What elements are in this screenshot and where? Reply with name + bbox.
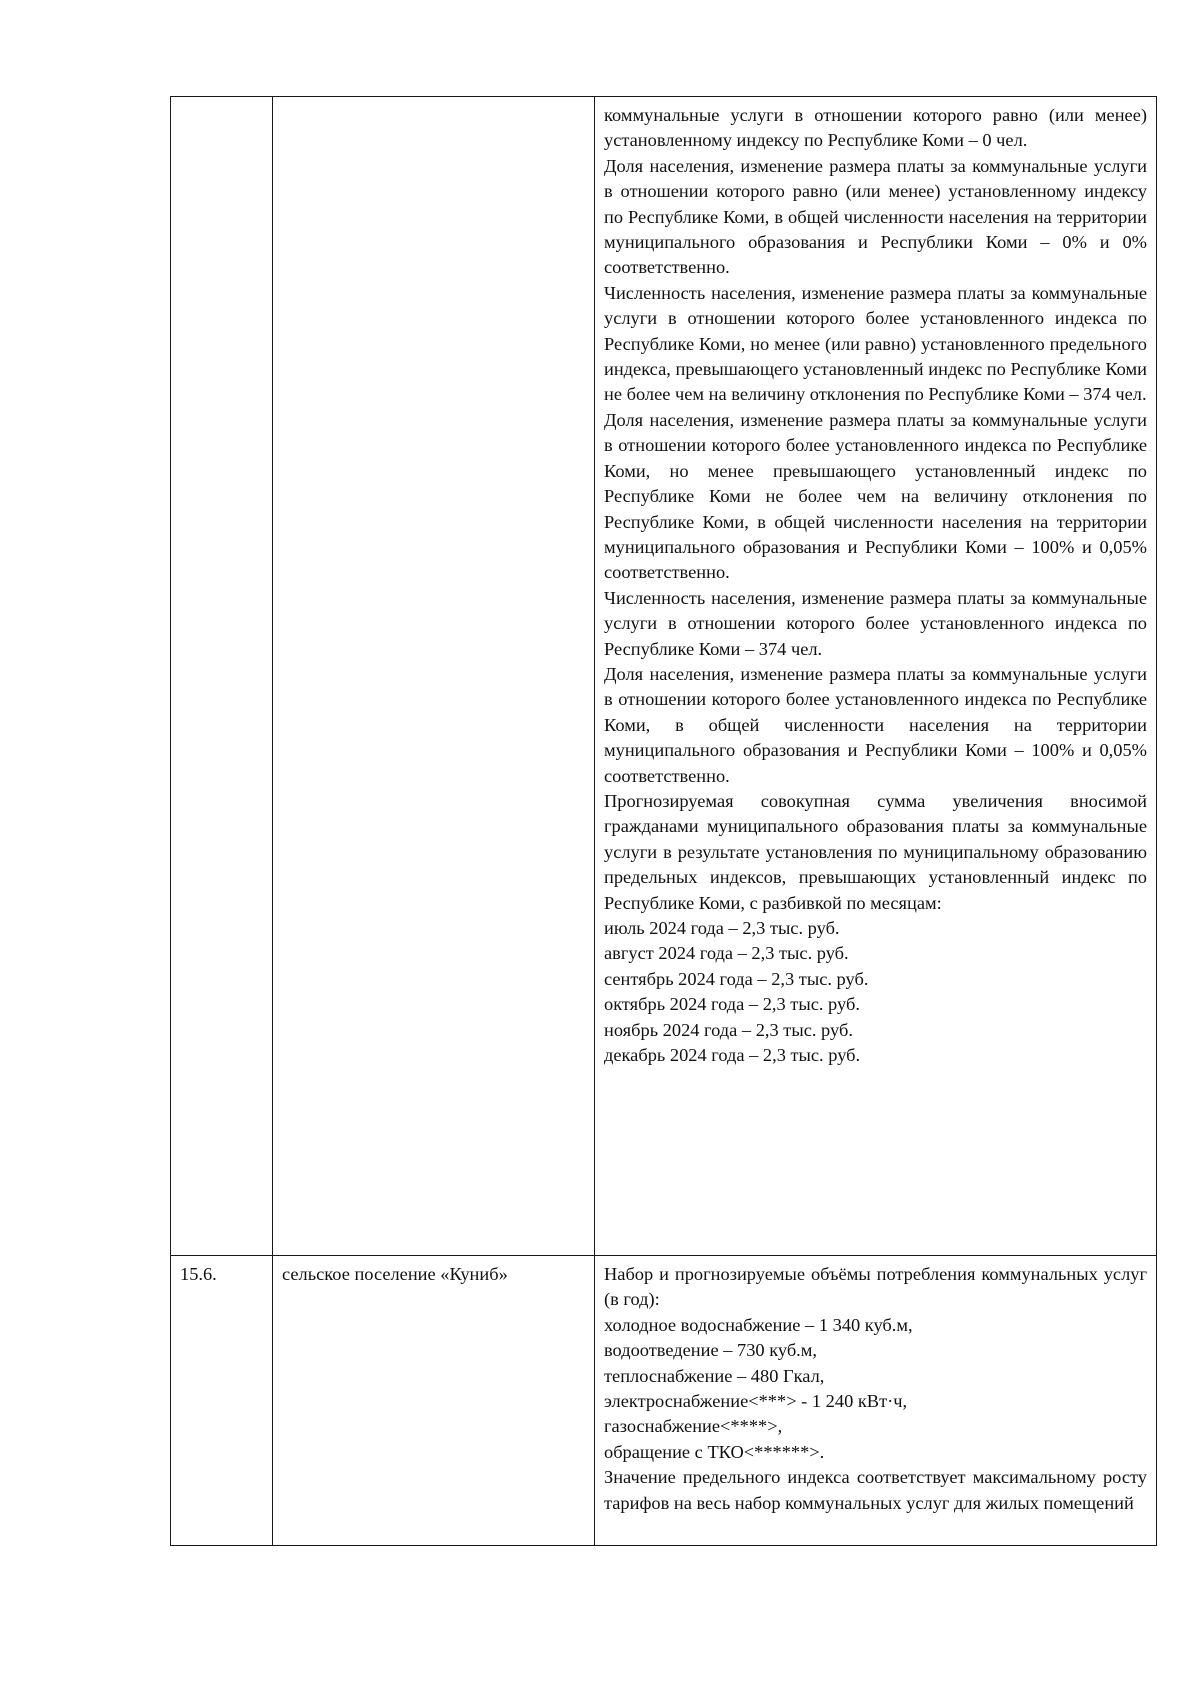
service-line: холодное водоснабжение – 1 340 куб.м,	[604, 1314, 913, 1335]
paragraph: Численность населения, изменение размера платы за коммунальные услуги в отношении которого более установленного индекса по Республике Коми, но менее (или равно) установленного предельного индекса, превышающего установленный индекс по Республике Коми не более чем на величину отклонения по Республике Коми – 374 чел.	[604, 282, 1147, 405]
paragraph: Прогнозируемая совокупная сумма увеличения вносимой гражданами муниципального образования платы за коммунальные услуги в результате установления по муниципальному образованию предельных индексов, превышающих установленный индекс по Республике Коми, с разбивкой по месяцам:	[604, 790, 1147, 913]
document-table	[170, 96, 1157, 1546]
paragraph: Значение предельного индекса соответствует максимальному росту тарифов на весь набор коммунальных услуг для жилых помещений	[604, 1467, 1147, 1513]
paragraph: Доля населения, изменение размера платы за коммунальные услуги в отношении которого равно (или менее) установленному индексу по Республике Коми, в общей численности населения на территории муниципального образования и Республики Коми – 0% и 0% соответственно.	[604, 155, 1147, 278]
description-cell	[595, 97, 1157, 1256]
description-cell	[595, 1256, 1157, 1546]
service-line: теплоснабжение – 480 Гкал,	[604, 1365, 825, 1386]
paragraph: Доля населения, изменение размера платы за коммунальные услуги в отношении которого более установленного индекса по Республике Коми, в общей численности населения на территории муниципального образования и Республики Коми – 100% и 0,05% соответственно.	[604, 663, 1147, 786]
municipality-name-cell	[273, 97, 595, 1256]
table-row	[171, 97, 1157, 1256]
table-row	[171, 1256, 1157, 1546]
service-line: обращение с ТКО<******>.	[604, 1441, 825, 1462]
row-number-cell	[171, 97, 273, 1256]
month-line: декабрь 2024 года – 2,3 тыс. руб.	[604, 1045, 861, 1066]
month-line: август 2024 года – 2,3 тыс. руб.	[604, 943, 849, 964]
service-line: водоотведение – 730 куб.м,	[604, 1340, 818, 1361]
paragraph: Численность населения, изменение размера платы за коммунальные услуги в отношении которого более установленного индекса по Республике Коми – 374 чел.	[604, 587, 1147, 659]
month-line: октябрь 2024 года – 2,3 тыс. руб.	[604, 994, 860, 1015]
paragraph: Набор и прогнозируемые объёмы потребления коммунальных услуг (в год):	[604, 1264, 1147, 1310]
service-line: электроснабжение<***> - 1 240 кВт·ч,	[604, 1391, 908, 1412]
paragraph: Доля населения, изменение размера платы за коммунальные услуги в отношении которого более установленного индекса по Республике Коми, но менее превышающего установленный индекс по Республике Коми не более чем на величину отклонения по Республике Коми, в общей численности населения на территории муниципального образования и Республики Коми – 100% и 0,05% соответственно.	[604, 409, 1147, 583]
month-line: сентябрь 2024 года – 2,3 тыс. руб.	[604, 968, 869, 989]
month-line: июль 2024 года – 2,3 тыс. руб.	[604, 918, 840, 938]
service-line: газоснабжение<****>,	[604, 1416, 783, 1437]
row-number-cell: 15.6.	[171, 1256, 273, 1546]
paragraph: коммунальные услуги в отношении которого равно (или менее) установленному индексу по Республике Коми – 0 чел.	[604, 105, 1147, 151]
month-line: ноябрь 2024 года – 2,3 тыс. руб.	[604, 1019, 853, 1040]
municipality-name-cell: сельское поселение «Куниб»	[273, 1256, 595, 1546]
